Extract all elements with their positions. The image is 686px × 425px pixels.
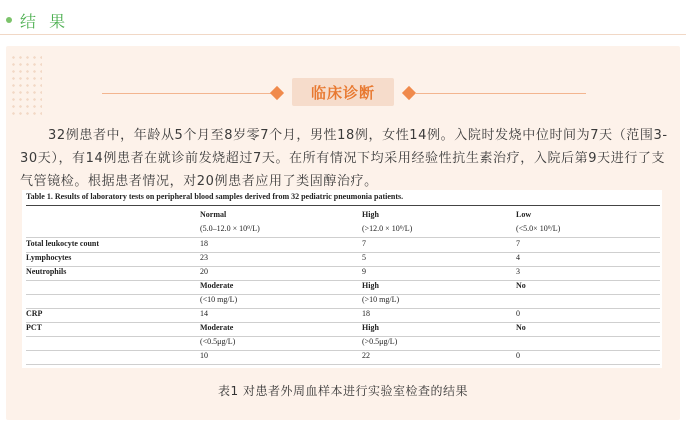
table-cell: 5 bbox=[362, 253, 366, 262]
lab-results-table bbox=[22, 190, 662, 368]
table-cell: 20 bbox=[200, 267, 208, 276]
table-cell: 0 bbox=[516, 351, 520, 360]
table-cell: (>0.5μg/L) bbox=[362, 337, 398, 346]
table-cell: No bbox=[516, 323, 526, 332]
table-caption: Table 1. Results of laboratory tests on peripheral blood samples derived from 32 pediatric pneumonia patients. bbox=[26, 192, 404, 201]
table-header-cell: Low bbox=[516, 210, 532, 219]
table-row-divider bbox=[26, 364, 660, 365]
bullet-dot-icon bbox=[6, 17, 12, 23]
table-header-range-cell: (<5.0× 10⁹/L) bbox=[516, 224, 561, 233]
table-cell: 4 bbox=[516, 253, 520, 262]
table-top-rule bbox=[26, 205, 660, 206]
table-cell: No bbox=[516, 281, 526, 290]
table-row-label: PCT bbox=[26, 323, 42, 332]
table-cell: 7 bbox=[362, 239, 366, 248]
table-header-cell: Normal bbox=[200, 210, 227, 219]
table-cell: Moderate bbox=[200, 323, 234, 332]
table-row-divider bbox=[26, 280, 660, 281]
heading-line-left bbox=[102, 93, 272, 94]
table-cell: 14 bbox=[200, 309, 208, 318]
diamond-left-icon bbox=[270, 86, 284, 100]
table-cell: 3 bbox=[516, 267, 520, 276]
table-cell: 0 bbox=[516, 309, 520, 318]
table-cell: High bbox=[362, 281, 379, 290]
table-cell: 7 bbox=[516, 239, 520, 248]
table-row-label: CRP bbox=[26, 309, 43, 318]
table-cell: High bbox=[362, 323, 379, 332]
table-cell: Moderate bbox=[200, 281, 234, 290]
table-cell: 23 bbox=[200, 253, 208, 262]
section-heading bbox=[0, 74, 686, 106]
body-paragraph: 32例患者中，年龄从5个月至8岁零7个月，男性18例，女性14例。入院时发烧中位时间为7天（范围3-30天），有14例患者在就诊前发烧超过7天。在所有情况下均采用经验性抗生素治疗，入院后第9天进行了支气管镜检。根据患者情况，对20例患者应用了类固醇治疗。 bbox=[20, 128, 668, 189]
table-row-divider bbox=[26, 322, 660, 323]
table-row-label: Total leukocyte count bbox=[26, 239, 100, 248]
table-row-divider bbox=[26, 336, 660, 337]
table-row-label: Neutrophils bbox=[26, 267, 67, 276]
table-cell: 18 bbox=[200, 239, 208, 248]
section-title: 临床诊断 bbox=[310, 84, 375, 102]
table-row-divider bbox=[26, 308, 660, 309]
table-row-divider bbox=[26, 237, 660, 238]
table-cell: 9 bbox=[362, 267, 366, 276]
header-title: 结 果 bbox=[20, 12, 70, 31]
section-header bbox=[0, 0, 686, 34]
diamond-right-icon bbox=[402, 86, 416, 100]
table-row-divider bbox=[26, 252, 660, 253]
table-cell: 22 bbox=[362, 351, 370, 360]
figure-caption: 表1 对患者外周血样本进行实验室检查的结果 bbox=[218, 384, 468, 398]
table-header-range-cell: (>12.0 × 10⁹/L) bbox=[362, 224, 413, 233]
table-row-divider bbox=[26, 294, 660, 295]
table-cell: 10 bbox=[200, 351, 208, 360]
table-row-label: Lymphocytes bbox=[26, 253, 72, 262]
table-cell: (>10 mg/L) bbox=[362, 295, 400, 304]
table-row-divider bbox=[26, 266, 660, 267]
table-header-range-cell: (5.0–12.0 × 10⁹/L) bbox=[200, 224, 260, 233]
table-row-divider bbox=[26, 350, 660, 351]
table-header-cell: High bbox=[362, 210, 379, 219]
table-cell: (<0.5μg/L) bbox=[200, 337, 236, 346]
table-cell: (<10 mg/L) bbox=[200, 295, 238, 304]
table-cell: 18 bbox=[362, 309, 370, 318]
heading-line-right bbox=[416, 93, 586, 94]
header-divider bbox=[0, 34, 686, 35]
